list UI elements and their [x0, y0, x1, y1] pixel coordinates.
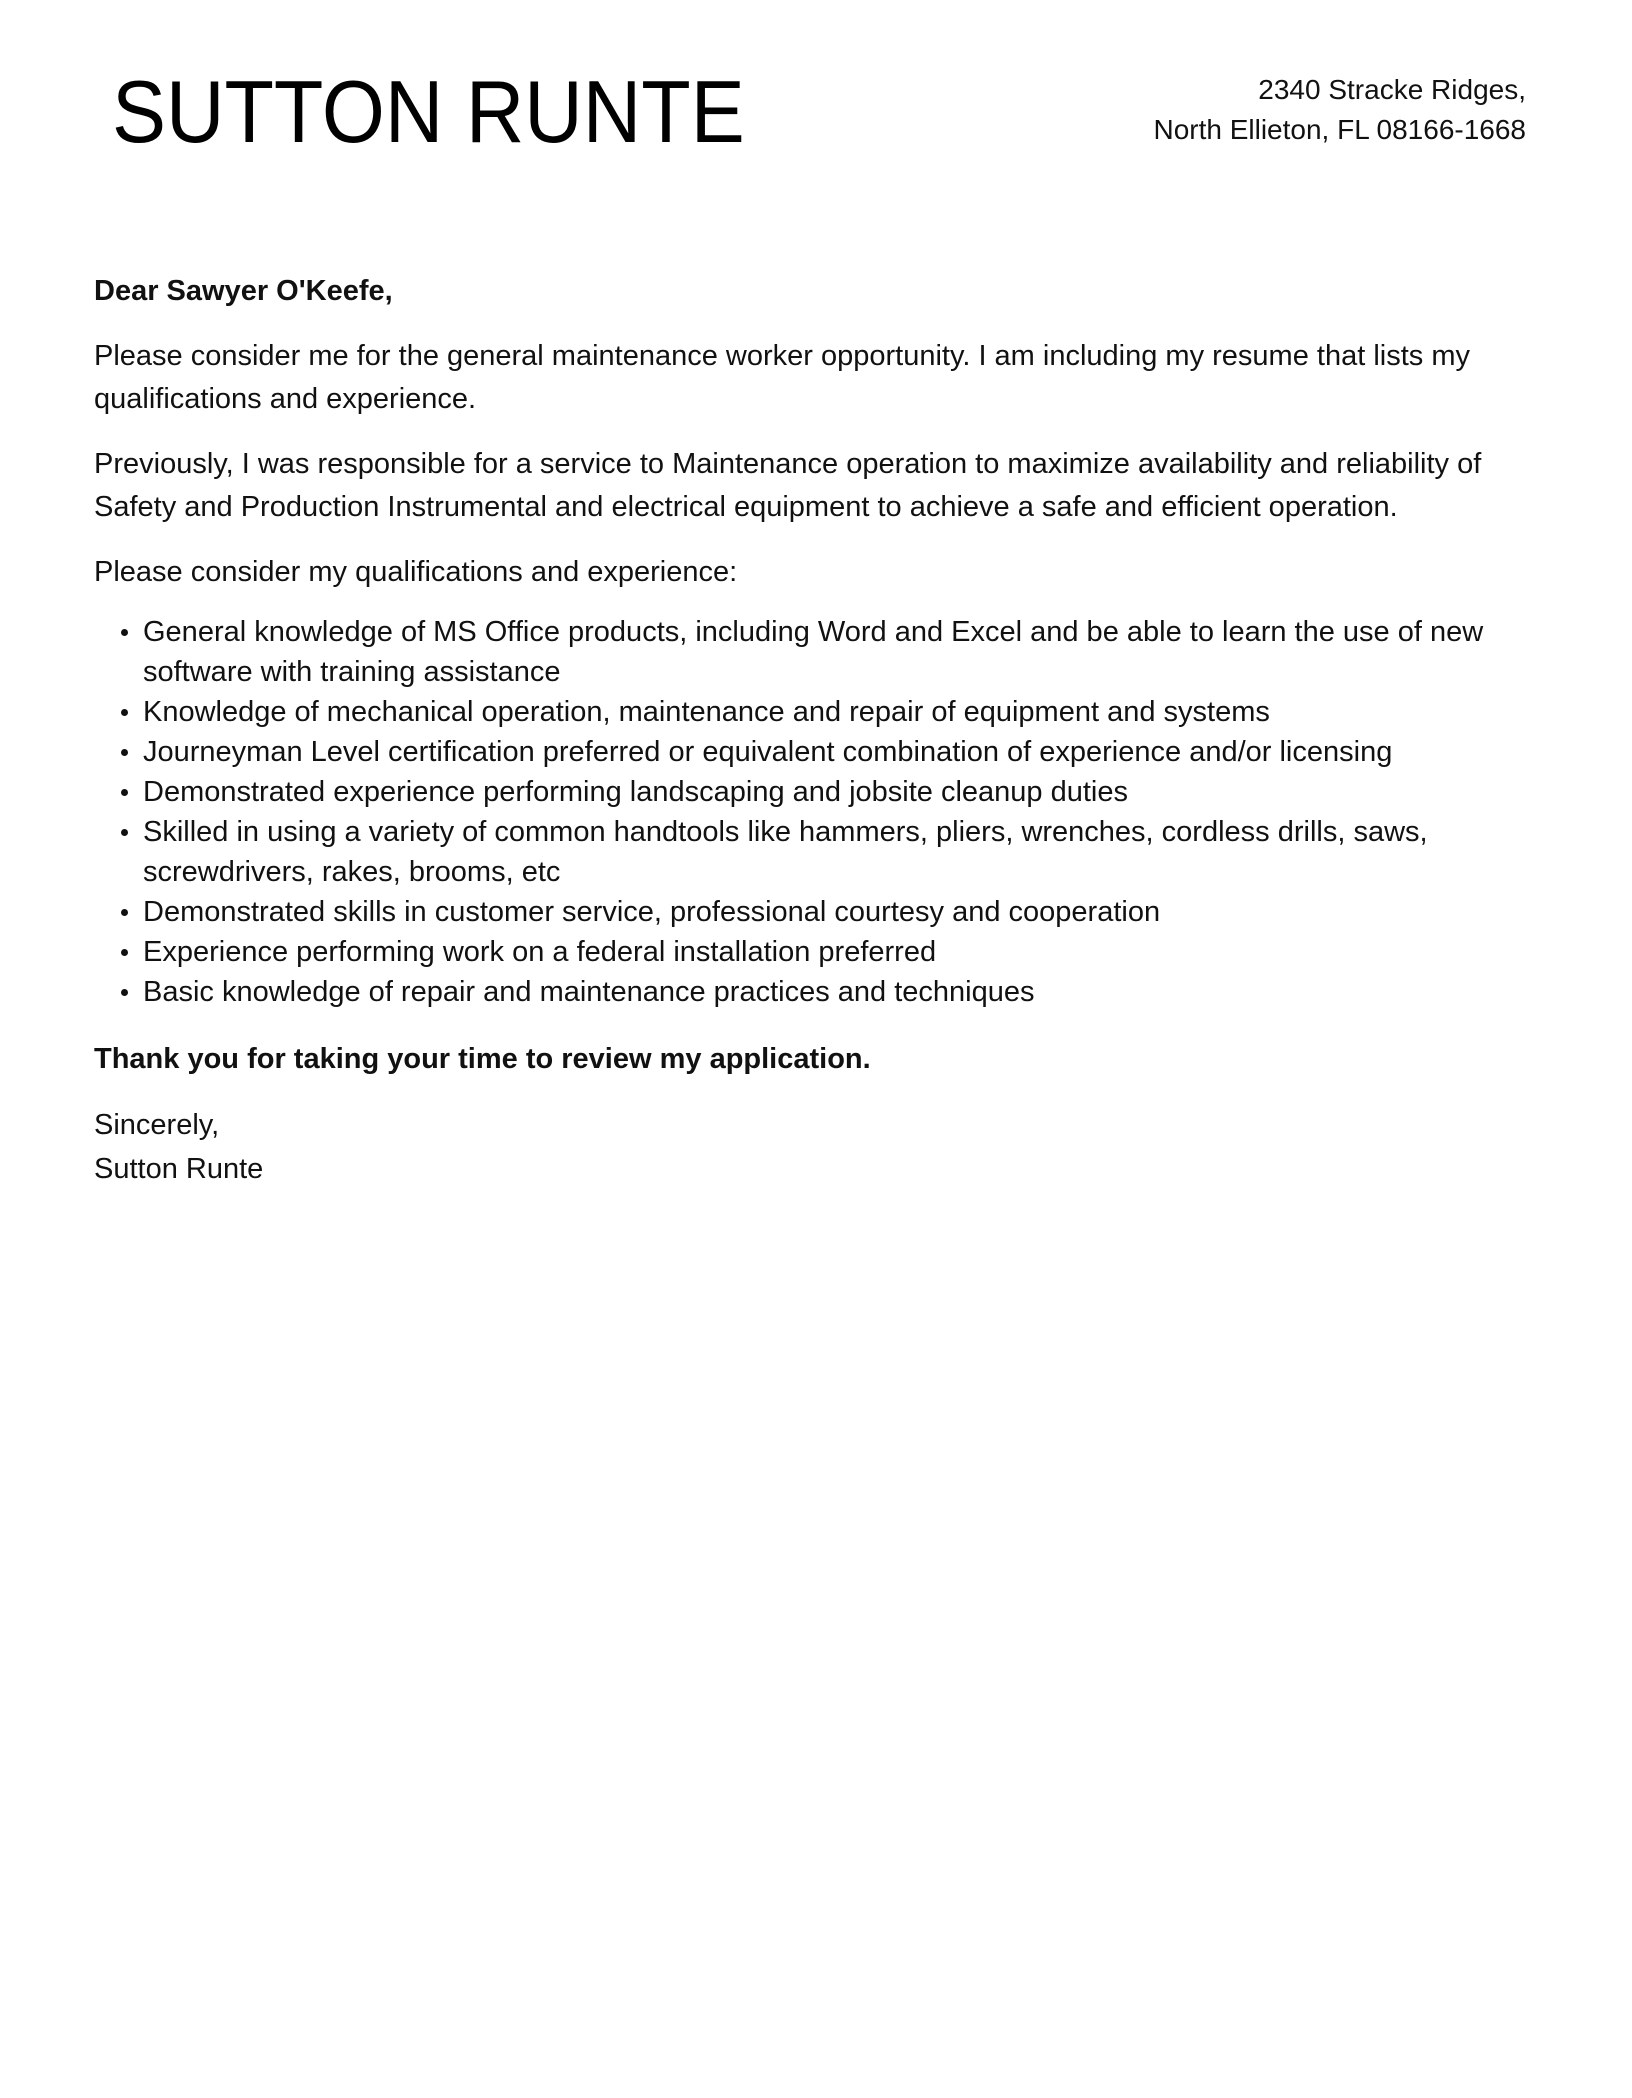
- list-item: Experience performing work on a federal installation preferred: [143, 932, 1534, 972]
- list-item: Skilled in using a variety of common handtools like hammers, pliers, wrenches, cordless drills, saws, screwdrivers, rakes, brooms, etc: [143, 812, 1534, 892]
- experience-paragraph: Previously, I was responsible for a service to Maintenance operation to maximize availability and reliability of Safety and Production Instrumental and electrical equipment to achieve a safe and efficient operation.: [94, 448, 1482, 523]
- list-item: Knowledge of mechanical operation, maintenance and repair of equipment and systems: [143, 692, 1534, 732]
- applicant-address: [1153, 70, 1526, 150]
- signoff: Sincerely,: [94, 1109, 220, 1141]
- list-item: Basic knowledge of repair and maintenance practices and techniques: [143, 972, 1534, 1012]
- qualifications-lead: Please consider my qualifications and experience:: [94, 556, 738, 588]
- salutation: Dear Sawyer O'Keefe,: [94, 275, 393, 307]
- closing-statement: Thank you for taking your time to review my application.: [94, 1043, 871, 1075]
- address-line-2: North Ellieton, FL 08166-1668: [1153, 114, 1526, 145]
- intro-paragraph: Please consider me for the general maintenance worker opportunity. I am including my resume that lists my qualifications and experience.: [94, 340, 1470, 415]
- qualifications-list: [94, 612, 1534, 1012]
- list-item: Demonstrated skills in customer service, professional courtesy and cooperation: [143, 892, 1534, 932]
- list-item: Journeyman Level certification preferred or equivalent combination of experience and/or licensing: [143, 732, 1534, 772]
- letter-body: [94, 270, 1534, 1191]
- list-item: General knowledge of MS Office products, including Word and Excel and be able to learn the use of new software with training assistance: [143, 612, 1534, 692]
- applicant-name: SUTTON RUNTE: [112, 62, 745, 161]
- address-line-1: 2340 Stracke Ridges,: [1258, 74, 1526, 105]
- signature: Sutton Runte: [94, 1153, 264, 1185]
- list-item: Demonstrated experience performing landscaping and jobsite cleanup duties: [143, 772, 1534, 812]
